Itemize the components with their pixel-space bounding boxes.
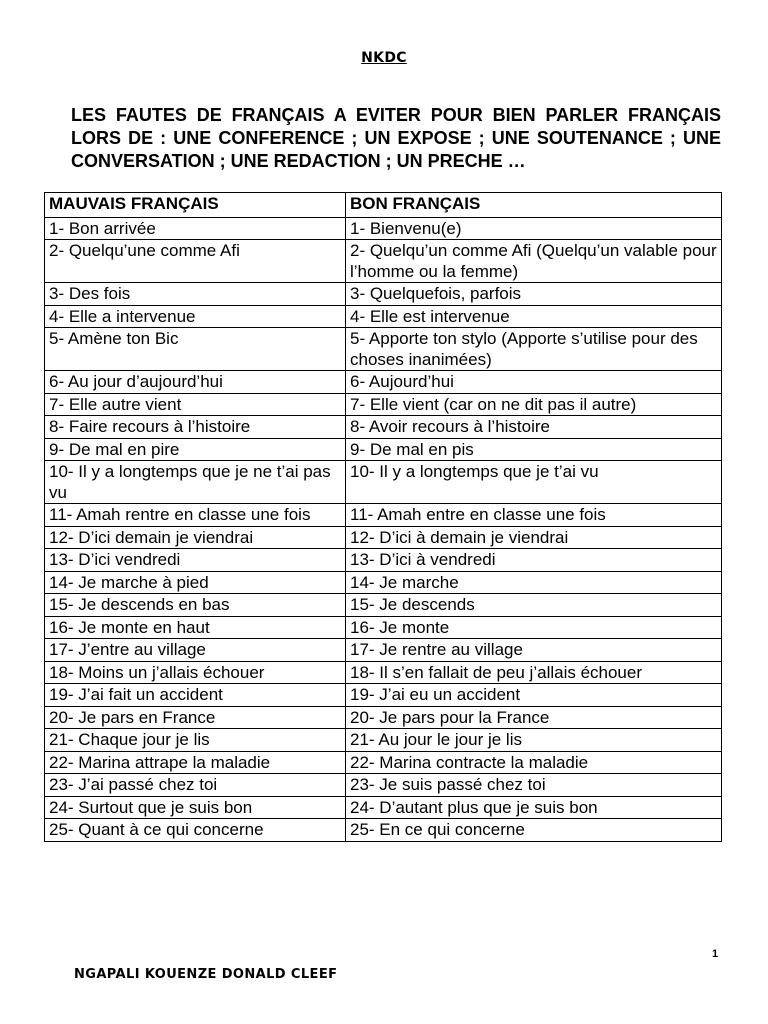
- cell-wrong-french: 16- Je monte en haut: [45, 616, 346, 639]
- cell-correct-french: 25- En ce qui concerne: [346, 819, 722, 842]
- cell-wrong-french: 18- Moins un j’allais échouer: [45, 661, 346, 684]
- cell-correct-french: 23- Je suis passé chez toi: [346, 774, 722, 797]
- cell-correct-french: 5- Apporte ton stylo (Apporte s’utilise pour des choses inanimées): [346, 328, 722, 371]
- table-row: [45, 639, 722, 662]
- table-row: [45, 305, 722, 328]
- cell-wrong-french: 22- Marina attrape la maladie: [45, 751, 346, 774]
- page-number: 1: [712, 948, 719, 960]
- header-mark: NKDC: [361, 50, 407, 66]
- footer-author: NGAPALI KOUENZE DONALD CLEEF: [74, 967, 338, 982]
- table-body: [45, 217, 722, 841]
- table-row: [45, 438, 722, 461]
- cell-wrong-french: 17- J’entre au village: [45, 639, 346, 662]
- table-row: [45, 461, 722, 504]
- table-row: [45, 328, 722, 371]
- table-row: [45, 594, 722, 617]
- comparison-table-container: [44, 192, 721, 842]
- cell-correct-french: 2- Quelqu’un comme Afi (Quelqu’un valable pour l’homme ou la femme): [346, 240, 722, 283]
- cell-wrong-french: 15- Je descends en bas: [45, 594, 346, 617]
- cell-wrong-french: 5- Amène ton Bic: [45, 328, 346, 371]
- cell-wrong-french: 4- Elle a intervenue: [45, 305, 346, 328]
- cell-correct-french: 11- Amah entre en classe une fois: [346, 504, 722, 527]
- cell-correct-french: 19- J’ai eu un accident: [346, 684, 722, 707]
- table-row: [45, 571, 722, 594]
- cell-correct-french: 18- Il s’en fallait de peu j’allais échouer: [346, 661, 722, 684]
- table-header-row: [45, 193, 722, 218]
- cell-wrong-french: 11- Amah rentre en classe une fois: [45, 504, 346, 527]
- table-row: [45, 751, 722, 774]
- cell-wrong-french: 9- De mal en pire: [45, 438, 346, 461]
- table-row: [45, 774, 722, 797]
- table-row: [45, 393, 722, 416]
- cell-correct-french: 7- Elle vient (car on ne dit pas il autre): [346, 393, 722, 416]
- cell-wrong-french: 20- Je pars en France: [45, 706, 346, 729]
- cell-correct-french: 22- Marina contracte la maladie: [346, 751, 722, 774]
- table-row: [45, 549, 722, 572]
- cell-correct-french: 1- Bienvenu(e): [346, 217, 722, 240]
- table-row: [45, 371, 722, 394]
- cell-wrong-french: 2- Quelqu’une comme Afi: [45, 240, 346, 283]
- table-row: [45, 661, 722, 684]
- table-row: [45, 819, 722, 842]
- cell-wrong-french: 10- Il y a longtemps que je ne t’ai pas vu: [45, 461, 346, 504]
- cell-correct-french: 6- Aujourd’hui: [346, 371, 722, 394]
- cell-correct-french: 24- D’autant plus que je suis bon: [346, 796, 722, 819]
- cell-wrong-french: 14- Je marche à pied: [45, 571, 346, 594]
- cell-wrong-french: 7- Elle autre vient: [45, 393, 346, 416]
- cell-wrong-french: 3- Des fois: [45, 283, 346, 306]
- cell-correct-french: 8- Avoir recours à l’histoire: [346, 416, 722, 439]
- table-row: [45, 217, 722, 240]
- table-row: [45, 283, 722, 306]
- table-row: [45, 684, 722, 707]
- document-title: LES FAUTES DE FRANÇAIS A EVITER POUR BIEN PARLER FRANÇAIS LORS DE : UNE CONFERENCE ; UN EXPOSE ; UNE SOUTENANCE ; UNE CONVERSATION ; UNE REDACTION ; UN PRECHE …: [71, 105, 721, 171]
- cell-correct-french: 13- D’ici à vendredi: [346, 549, 722, 572]
- table-row: [45, 526, 722, 549]
- cell-wrong-french: 23- J’ai passé chez toi: [45, 774, 346, 797]
- cell-correct-french: 10- Il y a longtemps que je t’ai vu: [346, 461, 722, 504]
- header-wrong-french: MAUVAIS FRANÇAIS: [45, 193, 346, 218]
- cell-wrong-french: 19- J’ai fait un accident: [45, 684, 346, 707]
- cell-correct-french: 17- Je rentre au village: [346, 639, 722, 662]
- cell-correct-french: 9- De mal en pis: [346, 438, 722, 461]
- cell-correct-french: 20- Je pars pour la France: [346, 706, 722, 729]
- cell-correct-french: 15- Je descends: [346, 594, 722, 617]
- cell-correct-french: 4- Elle est intervenue: [346, 305, 722, 328]
- cell-correct-french: 21- Au jour le jour je lis: [346, 729, 722, 752]
- cell-correct-french: 3- Quelquefois, parfois: [346, 283, 722, 306]
- table-row: [45, 729, 722, 752]
- cell-wrong-french: 24- Surtout que je suis bon: [45, 796, 346, 819]
- cell-wrong-french: 13- D’ici vendredi: [45, 549, 346, 572]
- table-row: [45, 504, 722, 527]
- cell-wrong-french: 21- Chaque jour je lis: [45, 729, 346, 752]
- cell-correct-french: 12- D’ici à demain je viendrai: [346, 526, 722, 549]
- cell-wrong-french: 6- Au jour d’aujourd’hui: [45, 371, 346, 394]
- table-row: [45, 240, 722, 283]
- cell-wrong-french: 1- Bon arrivée: [45, 217, 346, 240]
- comparison-table: [44, 192, 722, 842]
- cell-wrong-french: 12- D’ici demain je viendrai: [45, 526, 346, 549]
- table-row: [45, 416, 722, 439]
- cell-wrong-french: 8- Faire recours à l’histoire: [45, 416, 346, 439]
- table-row: [45, 796, 722, 819]
- table-row: [45, 616, 722, 639]
- cell-correct-french: 16- Je monte: [346, 616, 722, 639]
- table-row: [45, 706, 722, 729]
- cell-correct-french: 14- Je marche: [346, 571, 722, 594]
- header-correct-french: BON FRANÇAIS: [346, 193, 722, 218]
- cell-wrong-french: 25- Quant à ce qui concerne: [45, 819, 346, 842]
